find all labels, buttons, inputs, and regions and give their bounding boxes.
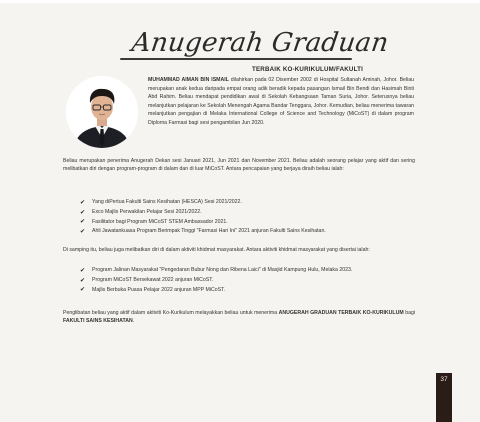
graduate-portrait: [66, 76, 138, 148]
closing-paragraph: [63, 309, 415, 326]
achievement-list: [80, 198, 326, 237]
list-item: [80, 218, 326, 228]
community-text: Program Jalinan Masyarakat "Pengedaran Bubur Nong dan Ribena Laici" di Masjid Kampung Hulu, Melaka 2023.: [92, 267, 353, 273]
community-text: Majlis Berbuka Puasa Pelajar 2022 anjuran MPP MiCoST.: [92, 286, 226, 293]
check-icon: ✔: [80, 229, 86, 236]
achievement-text: Fasilitator bagi Program MiCoST STEM Ambassador 2021.: [92, 218, 228, 225]
award-name: ANUGERAH GRADUAN TERBAIK KO-KURIKULUM: [278, 310, 404, 316]
check-icon: ✔: [80, 287, 86, 294]
closing-middle: bagi: [403, 310, 415, 316]
community-text: Program MiCoST Bersekawat 2022 anjuran MiCoST.: [92, 276, 214, 283]
award-header: [120, 28, 391, 73]
list-item: [80, 276, 352, 286]
check-icon: ✔: [80, 277, 86, 284]
achievements-intro: Beliau merupakan penerima Anugerah Dekan sesi Januari 2021, Jun 2021 dan November 2021. Beliau adalah seorang pelajar yang aktif dan sering melibatkan diri dengan program-program di dalam dan di luar MiCoST. Antara pencapaian yang berjaya diraih beliau ialah:: [63, 158, 415, 173]
community-list: [80, 266, 352, 295]
achievement-text: Ahli Jawatankuasa Program Berimpak Tinggi "Farmasi Hari Ini" 2021 anjuran Fakulti Sains Kesihatan.: [92, 228, 326, 235]
community-intro: Di samping itu, beliau juga melibatkan diri di dalam aktiviti khidmat masyarakat. Antara aktiviti khidmat masyarakat yang disertai ialah:: [63, 247, 370, 253]
closing-prefix: Penglibatan beliau yang aktif dalam aktiviti Ko-Kurikulum melayakkan beliau untuk menerima: [63, 310, 279, 316]
title-underline: [120, 58, 352, 60]
list-item: [80, 198, 326, 208]
list-item: [80, 208, 326, 218]
faculty-name: FAKULTI SAINS KESIHATAN: [63, 318, 133, 325]
check-icon: ✔: [80, 267, 86, 274]
check-icon: ✔: [80, 199, 86, 206]
list-item: [80, 227, 326, 237]
check-icon: ✔: [80, 209, 86, 216]
award-title: Anugerah Graduan: [129, 28, 391, 58]
portrait-photo: [66, 76, 138, 148]
biography-text: dilahirkan pada 02 Disember 2002 di Hospital Sultanah Aminah, Johor. Beliau merupakan anak kedua daripada empat orang adik beradik kepada pasangan Ismail Bin Bendi dan Hasimah Binti Abd Rahim. Beliau mendapat pendidikan awal di Sekolah Kebangsaan Taman Suria, Johor. Seterusnya beliau melanjutkan pelajaran ke Sekolah Menengah Agama Bandar Tenggara, Johor. Kemudian, beliau menerima tawaran melanjutkan pengajian di Melaka International College of Science and Technology (MiCoST) di dalam program Diploma Farmasi bagi sesi pengambilan Jun 2020.: [148, 77, 414, 126]
closing-suffix: .: [132, 318, 135, 325]
biography: [148, 76, 414, 128]
list-item: [80, 266, 352, 276]
award-subtitle: TERBAIK KO-KURIKULUM/FAKULTI: [252, 66, 364, 73]
list-item: [80, 286, 352, 296]
check-icon: ✔: [80, 219, 86, 226]
page-number: 37: [440, 376, 448, 383]
achievement-text: Exco Majlis Perwakilan Pelajar Sesi 2021/2022.: [92, 208, 202, 215]
achievement-text: Yang diPertua Fakulti Sains Kesihatan (HESCA) Sesi 2021/2022.: [92, 199, 242, 205]
graduate-name: MUHAMMAD AIMAN BIN ISMAIL: [148, 77, 229, 83]
